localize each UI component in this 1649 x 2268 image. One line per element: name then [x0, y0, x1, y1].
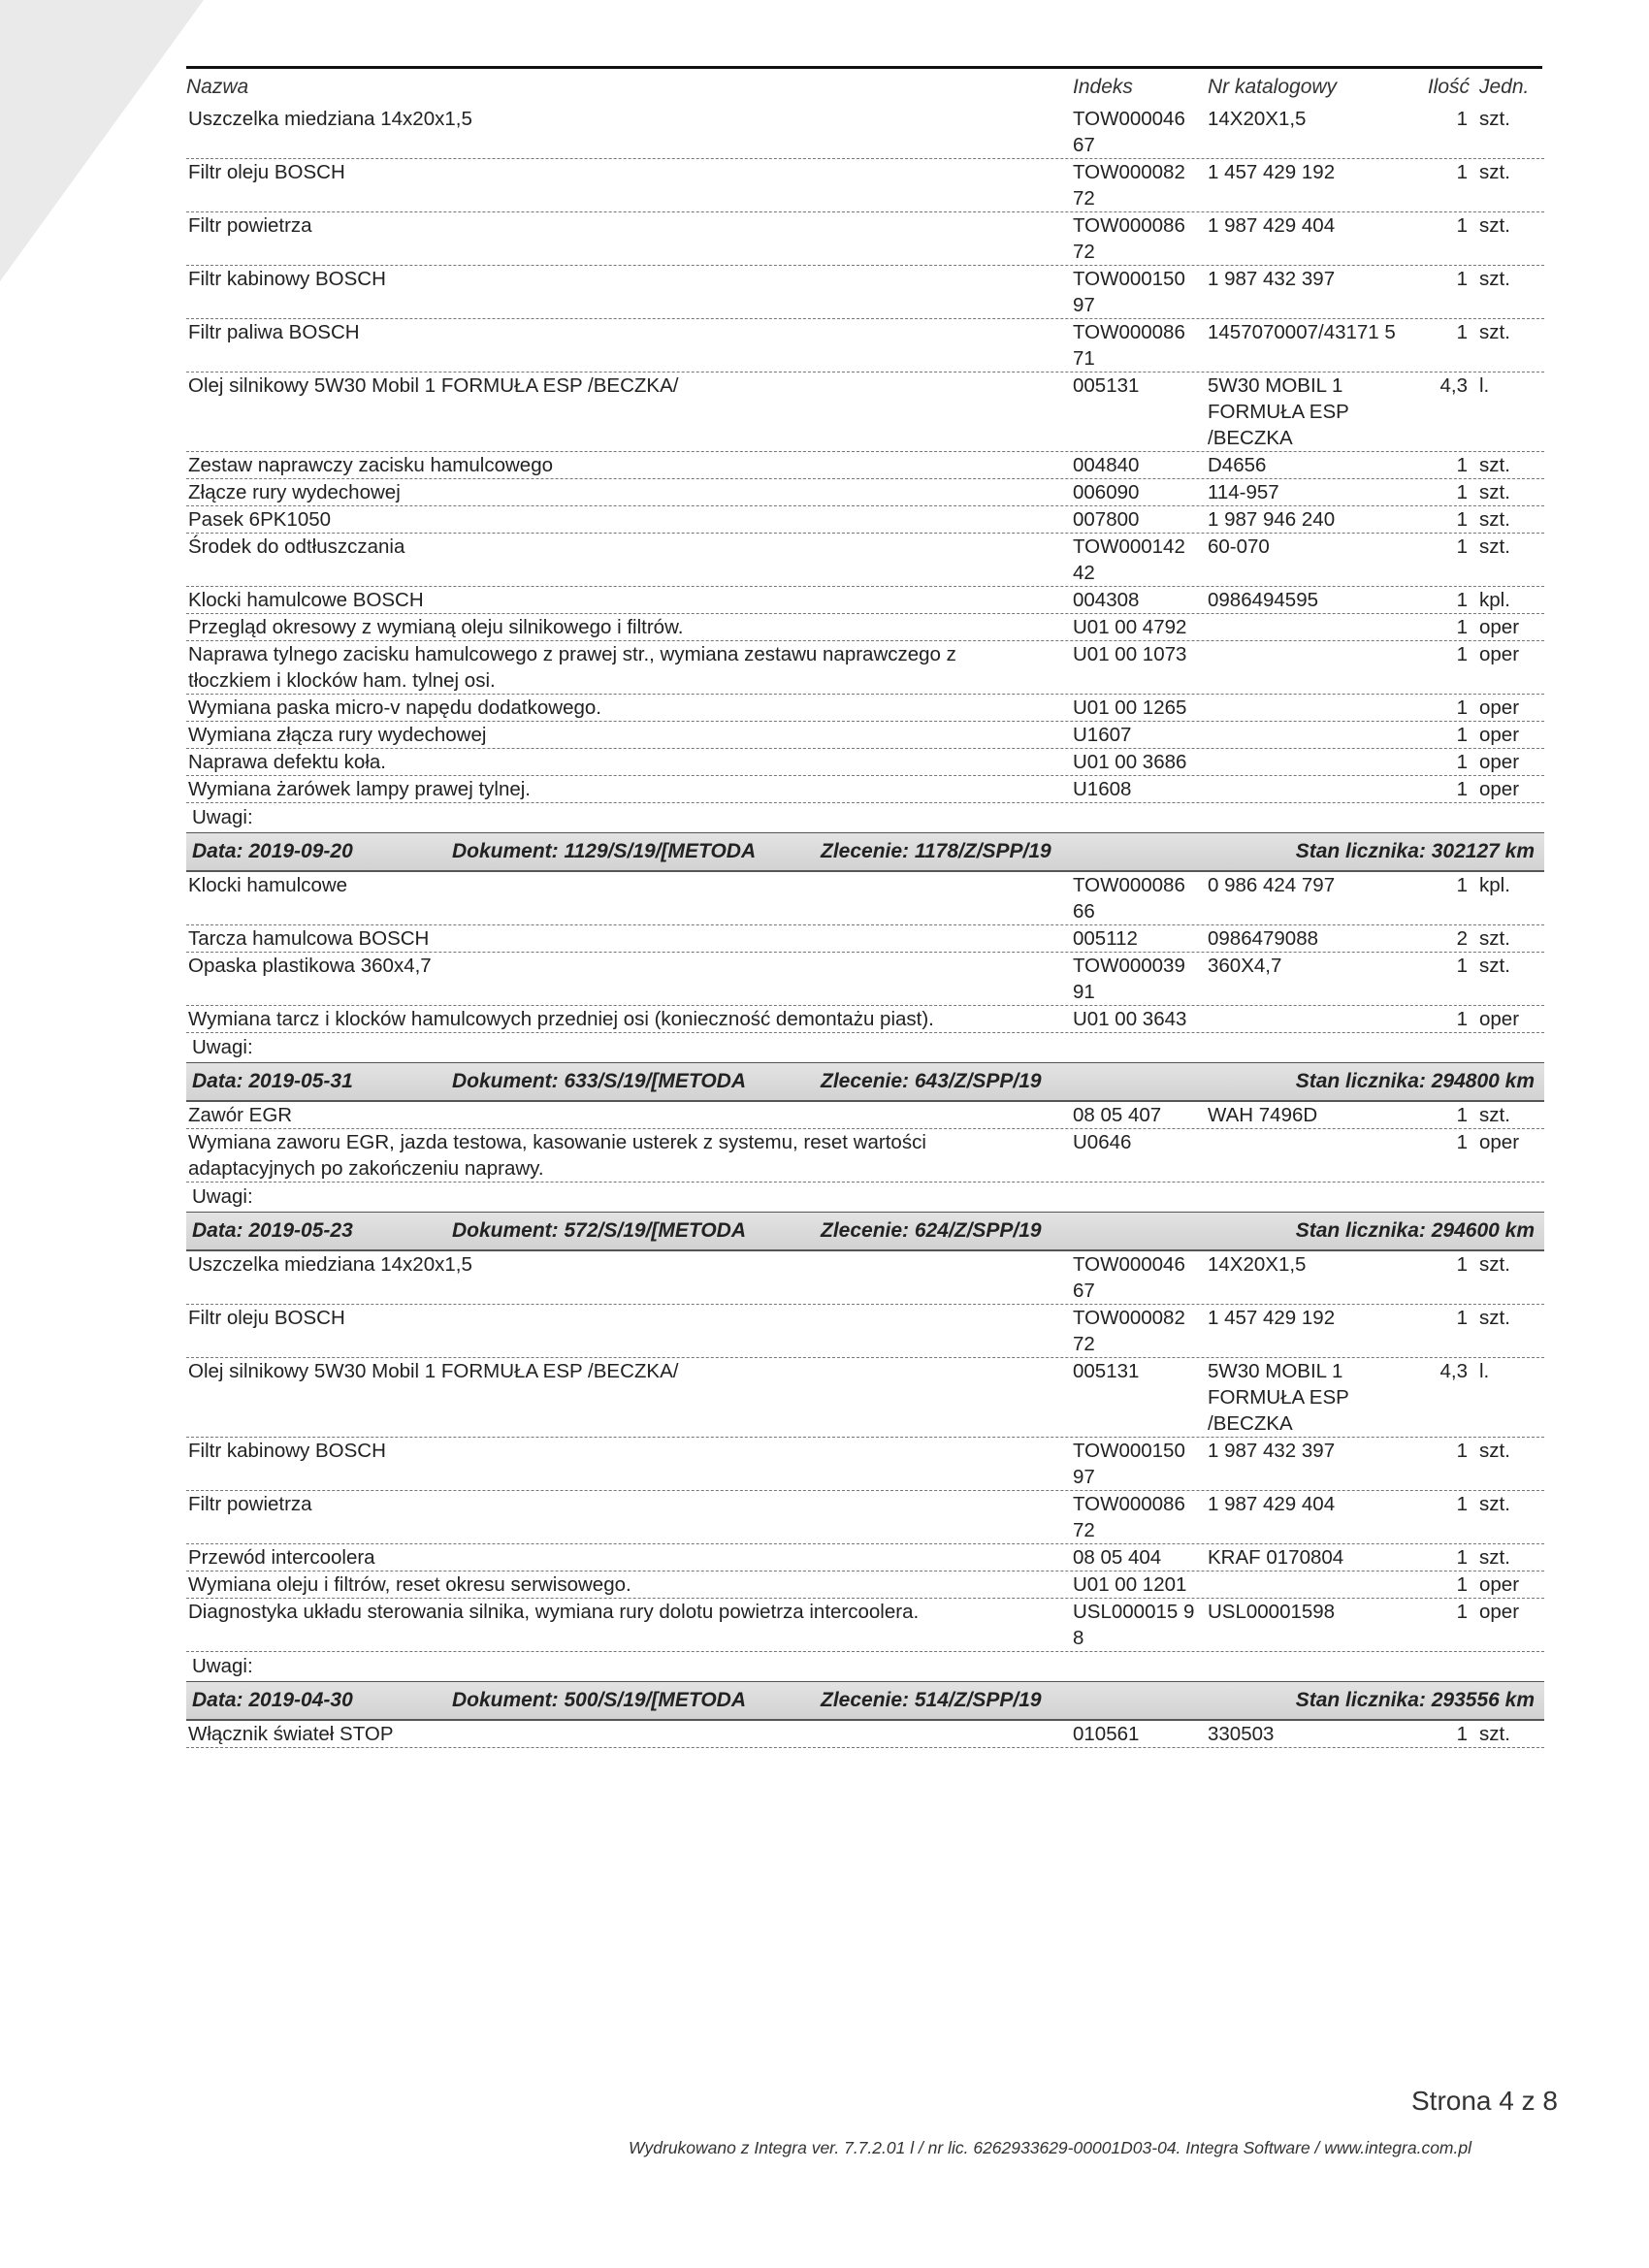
- item-unit: oper: [1479, 751, 1520, 773]
- table-row: [186, 1305, 1544, 1358]
- item-catalog-number: 60-070: [1208, 535, 1270, 558]
- item-name: Klocki hamulcowe: [188, 874, 348, 896]
- table-row: [186, 266, 1544, 319]
- item-index: U1607: [1073, 724, 1132, 746]
- item-name: Wymiana żarówek lampy prawej tylnej.: [188, 778, 531, 800]
- table-row: [186, 641, 1544, 695]
- table-row: [186, 1721, 1544, 1748]
- col-catalog-header: Nr katalogowy: [1208, 76, 1338, 98]
- item-catalog-number: 1 457 429 192: [1208, 161, 1336, 183]
- item-index: TOW000150 97: [1073, 1440, 1185, 1488]
- table-row: [186, 212, 1544, 266]
- item-unit: szt.: [1479, 481, 1510, 503]
- item-unit: kpl.: [1479, 874, 1510, 896]
- doc-date: Data: 2019-04-30: [192, 1689, 353, 1711]
- table-row: [186, 695, 1544, 722]
- item-name: Diagnostyka układu sterowania silnika, wymiana rury dolotu powietrza intercoolera.: [188, 1601, 920, 1623]
- item-index: TOW000086 72: [1073, 1493, 1185, 1541]
- table-row: [186, 1544, 1544, 1571]
- item-index: 004308: [1073, 589, 1140, 611]
- item-unit: szt.: [1479, 268, 1510, 290]
- item-catalog-number: [1208, 722, 1409, 748]
- item-quantity: 1: [1456, 214, 1468, 237]
- item-index: U01 00 1265: [1073, 697, 1187, 719]
- item-quantity: 1: [1456, 108, 1468, 130]
- item-index: 005131: [1073, 1360, 1140, 1382]
- item-quantity: 1: [1456, 1104, 1468, 1126]
- item-catalog-number: [1208, 776, 1409, 802]
- table-row: [186, 1129, 1544, 1183]
- item-name: Zestaw naprawczy zacisku hamulcowego: [188, 454, 553, 476]
- item-name: Wymiana paska micro-v napędu dodatkowego.: [188, 697, 601, 719]
- item-unit: szt.: [1479, 927, 1510, 950]
- col-name-header: Nazwa: [186, 76, 249, 98]
- item-catalog-number: 1 987 429 404: [1208, 214, 1336, 237]
- item-catalog-number: 1 987 946 240: [1208, 508, 1336, 531]
- item-unit: szt.: [1479, 454, 1510, 476]
- block-3-items: [186, 1102, 1544, 1183]
- item-index: U01 00 3686: [1073, 751, 1187, 773]
- item-index: TOW000082 72: [1073, 161, 1185, 210]
- item-unit: oper: [1479, 724, 1520, 746]
- item-name: Filtr paliwa BOSCH: [188, 321, 360, 343]
- table-row: [186, 722, 1544, 749]
- doc-order: Zlecenie: 514/Z/SPP/19: [821, 1689, 1042, 1711]
- item-index: TOW000086 72: [1073, 214, 1185, 263]
- uwagi-label: Uwagi:: [186, 1033, 1544, 1063]
- item-unit: szt.: [1479, 108, 1510, 130]
- table-row: [186, 749, 1544, 776]
- item-quantity: 1: [1456, 1253, 1468, 1276]
- item-unit: oper: [1479, 1573, 1520, 1596]
- table-row: [186, 1571, 1544, 1599]
- table-row: [186, 1599, 1544, 1652]
- item-quantity: 1: [1456, 751, 1468, 773]
- item-unit: oper: [1479, 1601, 1520, 1623]
- item-quantity: 1: [1456, 874, 1468, 896]
- doc-date: Data: 2019-05-31: [192, 1070, 353, 1092]
- item-quantity: 1: [1456, 1493, 1468, 1515]
- item-quantity: 1: [1456, 1008, 1468, 1030]
- item-catalog-number: 360X4,7: [1208, 955, 1282, 977]
- item-unit: szt.: [1479, 535, 1510, 558]
- table-row: [186, 925, 1544, 953]
- item-unit: oper: [1479, 616, 1520, 638]
- item-index: U1608: [1073, 778, 1132, 800]
- table-row: [186, 373, 1544, 452]
- page-corner-fold: [0, 0, 204, 281]
- table-row: [186, 872, 1544, 925]
- item-unit: oper: [1479, 643, 1520, 665]
- item-name: Naprawa tylnego zacisku hamulcowego z prawej str., wymiana zestawu naprawczego z tłoczkiem i klocków ham. tylnej osi.: [188, 643, 956, 692]
- doc-order: Zlecenie: 643/Z/SPP/19: [821, 1070, 1042, 1092]
- col-unit-header: Jedn.: [1479, 76, 1530, 98]
- item-catalog-number: [1208, 749, 1409, 775]
- item-unit: kpl.: [1479, 589, 1510, 611]
- item-index: 004840: [1073, 454, 1140, 476]
- document-header-3: [186, 1213, 1544, 1251]
- item-catalog-number: D4656: [1208, 454, 1267, 476]
- item-name: Filtr kabinowy BOSCH: [188, 268, 386, 290]
- table-row: [186, 776, 1544, 803]
- item-quantity: 1: [1456, 724, 1468, 746]
- document-header-4: [186, 1682, 1544, 1721]
- item-index: TOW000086 66: [1073, 874, 1185, 923]
- item-catalog-number: 14X20X1,5: [1208, 1253, 1307, 1276]
- item-name: Włącznik świateł STOP: [188, 1723, 394, 1745]
- item-quantity: 1: [1456, 535, 1468, 558]
- table-row: [186, 106, 1544, 159]
- item-catalog-number: 1 987 432 397: [1208, 1440, 1336, 1462]
- item-quantity: 1: [1456, 616, 1468, 638]
- item-name: Zawór EGR: [188, 1104, 293, 1126]
- item-index: 010561: [1073, 1723, 1140, 1745]
- table-row: [186, 1438, 1544, 1491]
- item-catalog-number: [1208, 1129, 1409, 1182]
- item-quantity: 1: [1456, 508, 1468, 531]
- item-index: TOW000039 91: [1073, 955, 1185, 1003]
- table-row: [186, 1358, 1544, 1438]
- item-quantity: 1: [1456, 321, 1468, 343]
- table-row: [186, 953, 1544, 1006]
- item-name: Olej silnikowy 5W30 Mobil 1 FORMUŁA ESP /BECZKA/: [188, 374, 679, 397]
- item-index: U01 00 1201: [1073, 1573, 1187, 1596]
- item-unit: oper: [1479, 1131, 1520, 1153]
- uwagi-label: Uwagi:: [186, 803, 1544, 833]
- doc-meter: Stan licznika: 294800 km: [1295, 1070, 1535, 1092]
- table-row: [186, 587, 1544, 614]
- item-index: U01 00 4792: [1073, 616, 1187, 638]
- item-name: Uszczelka miedziana 14x20x1,5: [188, 108, 472, 130]
- table-row: [186, 159, 1544, 212]
- item-quantity: 1: [1456, 1307, 1468, 1329]
- item-index: 006090: [1073, 481, 1140, 503]
- doc-order: Zlecenie: 624/Z/SPP/19: [821, 1219, 1042, 1242]
- item-index: 08 05 404: [1073, 1546, 1162, 1569]
- table-row: [186, 1251, 1544, 1305]
- item-index: 007800: [1073, 508, 1140, 531]
- table-row: [186, 1006, 1544, 1033]
- item-unit: oper: [1479, 697, 1520, 719]
- item-quantity: 1: [1456, 1131, 1468, 1153]
- item-name: Tarcza hamulcowa BOSCH: [188, 927, 430, 950]
- item-index: 08 05 407: [1073, 1104, 1162, 1126]
- item-name: Wymiana zaworu EGR, jazda testowa, kasowanie usterek z systemu, reset wartości adaptacyjnych po zakończeniu naprawy.: [188, 1131, 926, 1180]
- block-5-items: [186, 1721, 1544, 1748]
- item-quantity: 1: [1456, 643, 1468, 665]
- item-name: Filtr powietrza: [188, 1493, 312, 1515]
- uwagi-label: Uwagi:: [186, 1652, 1544, 1682]
- item-name: Wymiana tarcz i klocków hamulcowych przedniej osi (konieczność demontażu piast).: [188, 1008, 934, 1030]
- item-name: Klocki hamulcowe BOSCH: [188, 589, 424, 611]
- item-unit: szt.: [1479, 508, 1510, 531]
- uwagi-label: Uwagi:: [186, 1183, 1544, 1213]
- item-index: TOW000046 67: [1073, 108, 1185, 156]
- item-catalog-number: [1208, 641, 1409, 694]
- document-header-1: [186, 833, 1544, 872]
- page-number: Strona 4 z 8: [1411, 2086, 1558, 2116]
- item-catalog-number: WAH 7496D: [1208, 1104, 1318, 1126]
- item-catalog-number: 0986479088: [1208, 927, 1319, 950]
- item-quantity: 1: [1456, 1601, 1468, 1623]
- item-name: Filtr kabinowy BOSCH: [188, 1440, 386, 1462]
- item-unit: szt.: [1479, 1493, 1510, 1515]
- item-name: Filtr oleju BOSCH: [188, 1307, 345, 1329]
- doc-number: Dokument: 500/S/19/[METODA: [452, 1689, 747, 1711]
- item-catalog-number: 114-957: [1208, 481, 1279, 503]
- item-name: Wymiana złącza rury wydechowej: [188, 724, 487, 746]
- item-quantity: 1: [1456, 454, 1468, 476]
- item-index: TOW000082 72: [1073, 1307, 1185, 1355]
- item-name: Wymiana oleju i filtrów, reset okresu serwisowego.: [188, 1573, 631, 1596]
- item-index: U01 00 1073: [1073, 643, 1187, 665]
- item-quantity: 1: [1456, 481, 1468, 503]
- item-quantity: 1: [1456, 1573, 1468, 1596]
- item-unit: szt.: [1479, 955, 1510, 977]
- item-catalog-number: 0986494595: [1208, 589, 1319, 611]
- table-row: [186, 506, 1544, 534]
- item-catalog-number: [1208, 695, 1409, 721]
- item-unit: szt.: [1479, 1307, 1510, 1329]
- item-quantity: 2: [1456, 927, 1468, 950]
- item-catalog-number: [1208, 1006, 1409, 1032]
- item-catalog-number: [1208, 614, 1409, 640]
- item-name: Uszczelka miedziana 14x20x1,5: [188, 1253, 472, 1276]
- doc-date: Data: 2019-05-23: [192, 1219, 353, 1242]
- table-row: [186, 1491, 1544, 1544]
- print-footer: Wydrukowano z Integra ver. 7.7.2.01 l / nr lic. 6262933629-00001D03-04. Integra Software / www.integra.com.pl: [629, 2138, 1471, 2157]
- item-name: Przegląd okresowy z wymianą oleju silnikowego i filtrów.: [188, 616, 684, 638]
- item-index: TOW000150 97: [1073, 268, 1185, 316]
- doc-meter: Stan licznika: 302127 km: [1295, 840, 1535, 862]
- item-quantity: 1: [1456, 778, 1468, 800]
- item-catalog-number: 1 987 432 397: [1208, 268, 1336, 290]
- item-unit: l.: [1479, 374, 1490, 397]
- doc-number: Dokument: 1129/S/19/[METODA: [452, 840, 757, 862]
- item-catalog-number: 330503: [1208, 1723, 1275, 1745]
- table-row: [186, 1102, 1544, 1129]
- item-name: Naprawa defektu koła.: [188, 751, 386, 773]
- item-unit: szt.: [1479, 1253, 1510, 1276]
- doc-number: Dokument: 572/S/19/[METODA: [452, 1219, 747, 1242]
- item-index: U01 00 3643: [1073, 1008, 1187, 1030]
- item-index: TOW000142 42: [1073, 535, 1185, 584]
- item-name: Środek do odtłuszczania: [188, 535, 405, 558]
- item-quantity: 1: [1456, 161, 1468, 183]
- column-header-row: [186, 69, 1544, 106]
- item-catalog-number: 1 987 429 404: [1208, 1493, 1336, 1515]
- item-unit: szt.: [1479, 1104, 1510, 1126]
- item-name: Przewód intercoolera: [188, 1546, 375, 1569]
- item-catalog-number: 0 986 424 797: [1208, 874, 1336, 896]
- item-quantity: 1: [1456, 589, 1468, 611]
- doc-meter: Stan licznika: 293556 km: [1295, 1689, 1535, 1711]
- document-header-2: [186, 1063, 1544, 1102]
- item-index: TOW000086 71: [1073, 321, 1185, 370]
- item-name: Filtr powietrza: [188, 214, 312, 237]
- item-catalog-number: USL00001598: [1208, 1601, 1336, 1623]
- item-unit: szt.: [1479, 161, 1510, 183]
- item-index: U0646: [1073, 1131, 1132, 1153]
- item-index: USL000015 98: [1073, 1601, 1195, 1649]
- item-unit: l.: [1479, 1360, 1490, 1382]
- item-catalog-number: 1457070007/43171 5: [1208, 321, 1396, 343]
- item-catalog-number: 5W30 MOBIL 1 FORMUŁA ESP /BECZKA: [1208, 1360, 1349, 1435]
- item-quantity: 1: [1456, 1723, 1468, 1745]
- item-name: Pasek 6PK1050: [188, 508, 332, 531]
- table-row: [186, 319, 1544, 373]
- item-catalog-number: 1 457 429 192: [1208, 1307, 1336, 1329]
- col-qty-header: Ilość: [1427, 76, 1470, 98]
- item-catalog-number: 5W30 MOBIL 1 FORMUŁA ESP /BECZKA: [1208, 374, 1349, 449]
- item-quantity: 4,3: [1439, 1360, 1468, 1382]
- col-index-header: Indeks: [1073, 76, 1133, 98]
- block-1-items: [186, 106, 1544, 803]
- service-history-table: [186, 66, 1544, 1748]
- item-quantity: 4,3: [1439, 374, 1468, 397]
- item-name: Filtr oleju BOSCH: [188, 161, 345, 183]
- item-index: 005112: [1073, 927, 1138, 950]
- item-quantity: 1: [1456, 1440, 1468, 1462]
- item-quantity: 1: [1456, 1546, 1468, 1569]
- item-catalog-number: [1208, 1571, 1409, 1598]
- item-unit: oper: [1479, 1008, 1520, 1030]
- item-index: 005131: [1073, 374, 1140, 397]
- block-4-items: [186, 1251, 1544, 1652]
- item-name: Opaska plastikowa 360x4,7: [188, 955, 432, 977]
- table-row: [186, 534, 1544, 587]
- item-quantity: 1: [1456, 697, 1468, 719]
- doc-order: Zlecenie: 1178/Z/SPP/19: [821, 840, 1051, 862]
- table-row: [186, 452, 1544, 479]
- item-unit: oper: [1479, 778, 1520, 800]
- item-catalog-number: KRAF 0170804: [1208, 1546, 1344, 1569]
- item-unit: szt.: [1479, 321, 1510, 343]
- doc-date: Data: 2019-09-20: [192, 840, 353, 862]
- table-row: [186, 614, 1544, 641]
- table-row: [186, 479, 1544, 506]
- item-unit: szt.: [1479, 1723, 1510, 1745]
- item-name: Złącze rury wydechowej: [188, 481, 401, 503]
- item-quantity: 1: [1456, 955, 1468, 977]
- doc-meter: Stan licznika: 294600 km: [1295, 1219, 1535, 1242]
- item-unit: szt.: [1479, 1546, 1510, 1569]
- item-index: TOW000046 67: [1073, 1253, 1185, 1302]
- item-catalog-number: 14X20X1,5: [1208, 108, 1307, 130]
- doc-number: Dokument: 633/S/19/[METODA: [452, 1070, 747, 1092]
- item-unit: szt.: [1479, 1440, 1510, 1462]
- item-quantity: 1: [1456, 268, 1468, 290]
- item-name: Olej silnikowy 5W30 Mobil 1 FORMUŁA ESP /BECZKA/: [188, 1360, 679, 1382]
- item-unit: szt.: [1479, 214, 1510, 237]
- block-2-items: [186, 872, 1544, 1033]
